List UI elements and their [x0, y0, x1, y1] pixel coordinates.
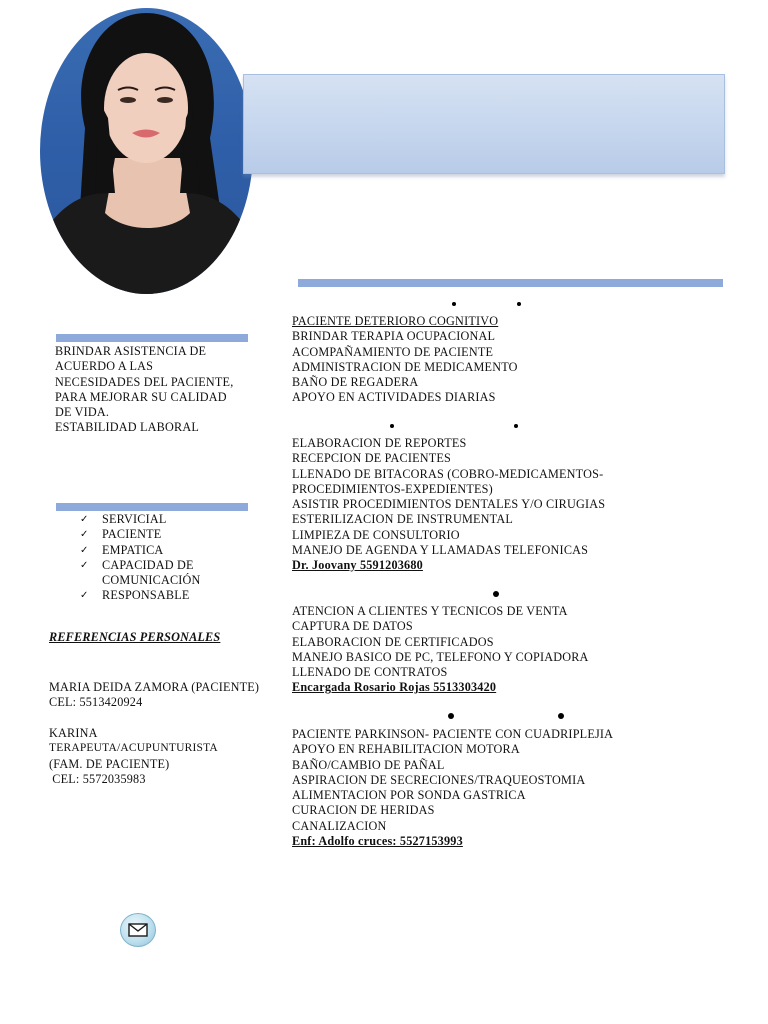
experience-line: ALIMENTACION POR SONDA GASTRICA	[292, 788, 526, 803]
quality-item: ✓ RESPONSABLE	[80, 588, 190, 603]
reference-line: TERAPEUTA/ACUPUNTURISTA	[49, 742, 218, 755]
experience-line: MANEJO DE AGENDA Y LLAMADAS TELEFONICAS	[292, 543, 589, 558]
objective-line: DE VIDA.	[55, 405, 110, 420]
experience-line: BAÑO DE REGADERA	[292, 375, 419, 390]
reference-line: CEL: 5513420924	[49, 695, 143, 710]
envelope-glyph	[121, 914, 155, 946]
objective-line: ESTABILIDAD LABORAL	[55, 420, 199, 435]
experience-line: ELABORACION DE CERTIFICADOS	[292, 634, 494, 649]
objective-divider	[56, 334, 248, 342]
check-icon: ✓	[80, 514, 89, 525]
bullet-dot	[558, 713, 564, 719]
quality-item: ✓ SERVICIAL	[80, 512, 167, 526]
objective-text	[55, 344, 233, 436]
experience-line: APOYO EN ACTIVIDADES DIARIAS	[292, 390, 496, 405]
bullet-dot	[493, 591, 499, 597]
reference-line: (FAM. DE PACIENTE)	[49, 756, 170, 771]
references-title: REFERENCIAS PERSONALES	[49, 630, 221, 644]
bullet-dot	[514, 424, 518, 428]
objective-line: BRINDAR ASISTENCIA DE	[55, 344, 207, 358]
envelope-icon[interactable]	[120, 913, 156, 947]
experience-heading: PACIENTE DETERIORO COGNITIVO	[292, 314, 499, 328]
experience-reference: Dr. Joovany 5591203680	[292, 558, 423, 573]
reference-2	[49, 726, 218, 787]
bullet-dot	[517, 302, 521, 306]
experience-block-2	[292, 436, 605, 574]
profile-photo	[40, 8, 253, 294]
objective-line: ACUERDO A LAS	[55, 359, 154, 374]
reference-line: MARIA DEIDA ZAMORA (PACIENTE)	[49, 680, 260, 694]
objective-line: NECESIDADES DEL PACIENTE,	[55, 374, 234, 389]
experience-line: CANALIZACION	[292, 818, 387, 833]
experience-line: ASISTIR PROCEDIMIENTOS DENTALES Y/O CIRUGIAS	[292, 497, 606, 512]
experience-line: ATENCION A CLIENTES Y TECNICOS DE VENTA	[292, 604, 568, 618]
bullet-dot	[448, 713, 454, 719]
reference-line: KARINA	[49, 726, 98, 740]
reference-line: CEL: 5572035983	[49, 771, 146, 786]
check-icon: ✓	[80, 559, 89, 571]
experience-line: BRINDAR TERAPIA OCUPACIONAL	[292, 329, 496, 344]
experience-line: CURACION DE HERIDAS	[292, 803, 435, 818]
quality-item: ✓ EMPATICA	[80, 542, 164, 557]
bullet-dot	[390, 424, 394, 428]
experience-line: ACOMPAÑAMIENTO DE PACIENTE	[292, 344, 494, 359]
profile-photo-illustration	[40, 8, 253, 294]
experience-reference: Enf: Adolfo cruces: 5527153993	[292, 834, 463, 849]
quality-item: ✓ CAPACIDAD DE	[80, 557, 194, 572]
quality-item-continued: COMUNICACIÓN	[102, 573, 201, 588]
experience-block-4	[292, 727, 613, 849]
experience-line: RECEPCION DE PACIENTES	[292, 451, 452, 466]
check-icon: ✓	[80, 529, 89, 541]
experience-line: LLENADO DE BITACORAS (COBRO-MEDICAMENTOS-	[292, 466, 604, 481]
experience-line: MANEJO BASICO DE PC, TELEFONO Y COPIADORA	[292, 649, 589, 664]
experience-reference: Encargada Rosario Rojas 5513303420	[292, 680, 497, 695]
experience-line: LLENADO DE CONTRATOS	[292, 665, 448, 680]
check-icon: ✓	[80, 590, 89, 602]
reference-1	[49, 680, 259, 711]
experience-line: APOYO EN REHABILITACION MOTORA	[292, 742, 520, 757]
qualities-list	[55, 512, 201, 604]
experience-line: LIMPIEZA DE CONSULTORIO	[292, 527, 460, 542]
experience-block-3	[292, 604, 589, 696]
experience-line: ADMINISTRACION DE MEDICAMENTO	[292, 359, 518, 374]
experience-line: ESTERILIZACION DE INSTRUMENTAL	[292, 512, 513, 527]
experience-line: CAPTURA DE DATOS	[292, 619, 413, 634]
qualities-divider	[56, 503, 248, 511]
experience-line: ELABORACION DE REPORTES	[292, 436, 467, 450]
experience-line: PROCEDIMIENTOS-EXPEDIENTES)	[292, 481, 493, 496]
experience-line: PACIENTE PARKINSON- PACIENTE CON CUADRIPLEJIA	[292, 727, 614, 741]
experience-block-1	[292, 314, 518, 406]
objective-line: PARA MEJORAR SU CALIDAD	[55, 389, 227, 404]
check-icon: ✓	[80, 544, 89, 556]
experience-line: ASPIRACION DE SECRECIONES/TRAQUEOSTOMIA	[292, 772, 586, 787]
bullet-dot	[452, 302, 456, 306]
quality-item: ✓ PACIENTE	[80, 527, 162, 542]
experience-divider	[298, 279, 723, 287]
experience-line: BAÑO/CAMBIO DE PAÑAL	[292, 757, 445, 772]
header-banner	[243, 74, 725, 174]
